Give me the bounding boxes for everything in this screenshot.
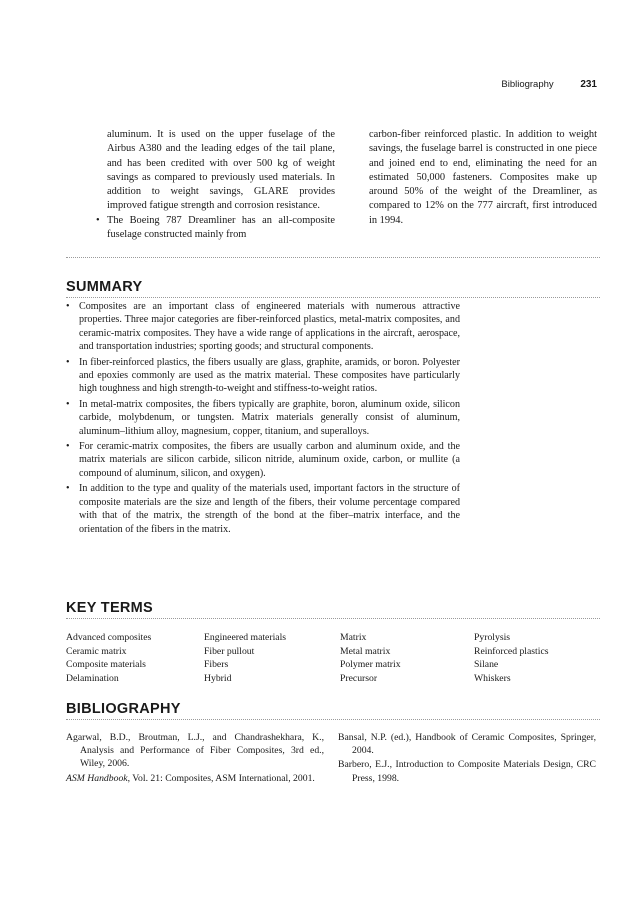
reference: [338, 758, 596, 784]
summary-item: [66, 300, 460, 354]
key-terms-grid: [66, 631, 596, 685]
reference-authors: Barbero, E.J.,: [338, 759, 396, 771]
running-head: [0, 79, 597, 90]
reference: [66, 772, 324, 785]
divider: [66, 257, 600, 258]
key-term: Metal matrix: [340, 645, 391, 657]
bibliography-list: [66, 731, 596, 786]
bullet-icon: •: [66, 441, 70, 453]
key-term: Fibers: [204, 659, 229, 671]
divider: [66, 719, 600, 720]
key-term: Pyrolysis: [474, 632, 511, 643]
paragraph: aluminum. It is used on the upper fuselage of the Airbus A380 and the leading edges of the tail plane, and has been credited with over 500 kg of weight savings as compared to previously used materials. In addition to weight savings, GLARE provides improved fatigue strength and corrosion resistance.: [107, 129, 335, 212]
summary-text: Composites are an important class of engineered materials with numerous attractive properties. Three major categories are fiber-reinforced plastics, metal-matrix composites, and ceramic-matrix composites. They have a wide range of applications in the aircraft, aerospace, and transportation industries; sporting goods; and structural components.: [79, 301, 460, 353]
key-term: Precursor: [340, 672, 378, 684]
text-column-left: [96, 128, 335, 242]
summary-text: For ceramic-matrix composites, the fibers are usually carbon and aluminum oxide, and the matrix materials are silicon carbide, silicon nitride, aluminum oxide, carbon, or mullite (a compound of aluminum, silicon, and oxygen).: [79, 441, 460, 479]
bullet-icon: •: [66, 398, 70, 410]
key-term: Composite materials: [66, 659, 146, 671]
summary-item: [66, 440, 460, 480]
reference-title: Analysis and Performance of Fiber Composites: [80, 745, 283, 757]
key-term: Ceramic matrix: [66, 645, 127, 657]
running-head-title: Bibliography: [501, 79, 554, 90]
reference-details: , Springer, 2004.: [352, 732, 596, 757]
reference-authors: Bansal, N.P. (ed.),: [338, 732, 416, 743]
key-terms-heading: KEY TERMS: [66, 600, 154, 616]
key-term: Silane: [474, 659, 499, 671]
key-term: Fiber pullout: [204, 645, 255, 657]
bibliography-heading: BIBLIOGRAPHY: [66, 701, 181, 717]
divider: [66, 618, 600, 619]
key-term: Advanced composites: [66, 632, 152, 643]
summary-text: In metal-matrix composites, the fibers typically are graphite, boron, aluminum oxide, silicon carbide, molybdenum, or tungsten. Matrix materials generally consist of aluminum, aluminum–lithium alloy, magnesium, copper, titanium, and superalloys.: [79, 398, 460, 437]
key-term: Matrix: [340, 632, 367, 643]
key-term: Whiskers: [474, 672, 511, 684]
key-term: Hybrid: [204, 672, 232, 684]
paragraph: carbon-fiber reinforced plastic. In addition to weight savings, the fuselage barrel is constructed in one piece and joined end to end, eliminating the need for an estimated 50,000 fasteners. Composites make up around 50% of the weight of the Dreamliner, as compared to 12% on the 777 aircraft, first introduced in 1994.: [369, 129, 597, 226]
reference-title: Handbook of Ceramic Composites: [415, 732, 555, 743]
summary-heading: SUMMARY: [66, 279, 143, 295]
bullet-icon: •: [96, 214, 100, 226]
key-term: Polymer matrix: [340, 659, 401, 671]
bullet-icon: •: [66, 301, 70, 312]
reference-authors: Agarwal, B.D., Broutman, L.J., and Chandrashekhara, K.,: [66, 732, 324, 743]
divider: [66, 297, 600, 298]
bullet-text: The Boeing 787 Dreamliner has an all-composite fuselage constructed mainly from: [107, 214, 335, 241]
reference-details: , CRC Press, 1998.: [352, 759, 596, 784]
text-column-right: [369, 128, 597, 242]
reference: [66, 731, 324, 771]
continued-text-columns: [96, 128, 597, 242]
reference-details: , Vol. 21: Composites, ASM International, 2001.: [127, 772, 315, 784]
bullet-icon: •: [66, 483, 70, 495]
summary-item: [66, 398, 460, 438]
key-term: Delamination: [66, 672, 119, 684]
summary-item: [66, 356, 460, 396]
summary-item: [66, 482, 460, 536]
reference: [338, 731, 596, 757]
summary-text: In addition to the type and quality of the materials used, important factors in the structure of composite materials are the size and length of the fibers, their volume percentage compared with that of the matrix, the strength of the bond at the fiber–matrix interface, and the orientation of the fibers in the matrix.: [79, 483, 460, 535]
reference-title: Introduction to Composite Materials Design: [395, 759, 571, 771]
key-term: Reinforced plastics: [474, 645, 549, 657]
summary-list: [66, 300, 460, 538]
bibliography-column-right: [338, 731, 596, 786]
bullet-item: [96, 214, 335, 243]
key-term: Engineered materials: [204, 632, 287, 643]
reference-details: , 3rd ed., Wiley, 2006.: [80, 745, 325, 770]
summary-text: In fiber-reinforced plastics, the fibers usually are glass, graphite, aramids, or boron. Polyester and epoxies commonly are used as the matrix material. These composites have particularly high toughness and high strength-to-weight and stiffness-to-weight ratios.: [79, 356, 460, 395]
reference-title: ASM Handbook: [66, 772, 128, 784]
bullet-icon: •: [66, 356, 70, 368]
bibliography-column-left: [66, 731, 324, 786]
page-number: 231: [580, 79, 597, 90]
